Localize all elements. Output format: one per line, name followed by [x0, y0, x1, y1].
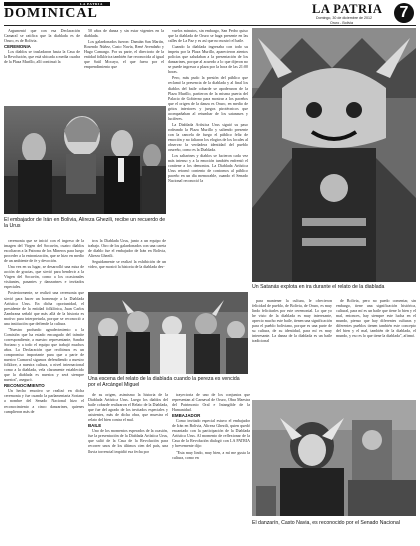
column-6 — [88, 392, 168, 542]
paragraph: tros la Diablada Urus, junto a un equipo de trabajo. Otro de los galardonados con una careta de diablo fue el embajador de Irán en Bolivia, Alireza Ghezili. — [88, 238, 166, 259]
paragraph: Como invitado especial estuvo el embajador de Irán en Bolivia, Alireza Ghezili, quien quedó encantado con la participación de la Diablada Artística Urus. Al momento de reflexionar de la Casa de la Revolución dialogó con LA PATRIA y brevemente dijo: — [172, 418, 250, 449]
column-2 — [84, 28, 164, 104]
header-rule — [4, 25, 416, 26]
section-title: DOMINICAL — [4, 6, 98, 21]
page-number-badge — [394, 3, 414, 23]
paragraph: La Diablada Artística Urus siguió su paso rodeando la Plaza Murillo y saliendo presente con la cancela de fuego el público feliz de emoción y no faltaron los elogios de los locales al observar la verdadera identidad del pueblo orureño, como es la Diablada. — [168, 121, 248, 153]
date-line: Domingo, 30 de diciembre de 2012 — [316, 16, 372, 20]
column-7 — [172, 392, 250, 542]
column-5 — [88, 238, 166, 288]
paragraph: Posteriormente, se realizó una ceremonia que sirvió para hacer un homenaje a la Diablada Artística Urus. En dicha oportunidad, el presidente de la entidad folklórica, Juan Carlos Zambrana señaló que más allá de la historia es motivo para interpretarla, porque se reconoció a una institución que defiende la cultura. — [4, 290, 84, 326]
subheading: CEREMONIA — [4, 44, 31, 50]
caption-satanas: Un Satanás explota en ira durante el relato de la diablada — [252, 284, 385, 290]
paragraph: Seguidamente se realizó la exhibición de un video, que mostró la historia de la diablada des- — [88, 259, 166, 270]
photo-ambassador — [4, 106, 166, 214]
paragraph: Pero, más pudo la presión del público que reclamó la presencia de la diablada y al final los diablos del baile cobarde se apoderaron de la Plaza Murillo, partieron de la misma puerta del Palacio de Gobierno para mostrar a los paceños que el origen de la danza es Oruro, en medio de gritos interiores y juegos pirotécnicos que acompañaban al retumbar de los satanases y luciferes. — [168, 75, 248, 121]
caption-relato: Una escena del relato de la diablada cuando la pereza es vencida por el Arcángel Miguel — [88, 376, 240, 389]
paragraph: "Esta muy lindo, muy bien, a mí me gusta la cultura, como en — [172, 449, 250, 460]
paragraph: "Nuestro profundo agradecimiento a la Comisión que ha estado encargado del trámite correspondiente, a nuestro representante, Sandra Soriano y a todo el equipo que trabajó muchos años. La Declaración que recibimos es un compromiso importante para que a parte de nuestro Carnaval sigamos defendiendo a nuestro folklore, a nuestra cultura, a nivel internacional como a la diablada, vela claramente establecido que la diablada es nuestra y será siempre nuestra", aseguró. — [4, 326, 84, 383]
paragraph: Cuando la diablada ingresaba con todo su ímpetu por la Plaza Murillo, aparecieron atentos policías que saludaban a la presentación de los danzarines, porque al acuerdo a lo que dijeron no se puede ingresar a plaza por la hora de las 21:00 horas. — [168, 44, 248, 75]
paper-logo: LA PATRIA — [312, 2, 383, 16]
masthead — [0, 0, 420, 26]
paragraph: trayectoria de uno de los conjuntos que representan al Carnaval de Oruro, Obra Maestra del Patrimonio Oral e Intangible de la Humanidad. — [172, 392, 250, 413]
photo-relato — [88, 292, 248, 374]
paragraph: Los saltarines y diablos se lucieron cada vez más intenso y a la emoción también enfrentó el contiene a los demonios. La Diablada Artística Urus retornó contento de contornos al público paceño en un día memorable, cuando el Senado Nacional reconoció la — [168, 153, 248, 184]
paragraph: Una vez en su lugar, se desarrolló una misa de acción de gracias, que sirvió para bendecir a la Virgen del Socavón, como a los ocasionales visitantes, pasantes y danzarines e invitados especiales. — [4, 264, 84, 290]
paragraph: de su origen, asimismo la historia de la Diablada Artística Urus. Luego los diablos del baile cobarde realizaron el Relato de la Diablada, que fue del agrado de los invitados especiales y asistentes, más de dicha obra, que muestra el relato del bien contra el mal. — [88, 392, 168, 423]
paragraph: Argumentó que con esa Declaración Camaral se ratifica que la diablada es de Oruro, es de Bolivia. — [4, 28, 80, 44]
paragraph: de Bolivia, pero no puedo comentar, sin embargo, tiene una significación histórica, cultural, para mí es un baile que tiene lo bien y el mal, entonces, hay siempre este lucha en el mundo, pienso que hay diferentes culturas y diferentes pueblos tienen también este concepto del bien y el mal, también de la diablada, el mundo, y eso es lo que tiene la diablada", afirmó. — [336, 298, 416, 339]
page-number: 7 — [399, 4, 409, 21]
section-logo — [4, 2, 110, 22]
subheading: RECONOCIMIENTO — [4, 383, 45, 389]
column-4 — [4, 238, 84, 542]
column-3 — [168, 28, 248, 260]
caption-casto-navia: El danzarín, Casto Navia, es reconocido por el Senado Nacional — [252, 520, 400, 526]
subheading: EMBAJADOR — [172, 413, 201, 419]
paragraph: vuelos minutos, sin embargo, San Pedro quiso que la diablada de Oruro se haga presente en las calles de La Paz y es así que no mostró el baile. — [168, 28, 248, 44]
column-8 — [252, 298, 332, 398]
column-9 — [336, 298, 416, 398]
photo-satanas — [252, 28, 416, 282]
column-1 — [4, 28, 80, 104]
paragraph: 50 años de danza y sin estar vigentes en la diablada. — [84, 28, 164, 39]
photo-casto-navia — [252, 400, 416, 516]
paragraph: Uno de los momentos esperados de la ocasión, fue la presentación de la Diablada Artística Urus, que salió de la Casa de la Revolución para recorrer unos de los últimos cien del país, una lluvia torrencial impidió esa fecha por — [88, 428, 168, 454]
location-line: Oruro - Bolivia — [330, 20, 353, 25]
subheading: BAILE — [88, 423, 102, 429]
paragraph: Un hecho emotivo se realizó en dicha ceremonia y fue cuando la parlamentaria Soriano a nombre del Senado Nacional hizo el reconocimiento a cinco danzarines, quienes cumplieron más de — [4, 388, 84, 414]
paragraph: ceremonia que se inició con el ingreso de la imagen del Virgen del Socavón, cuatro diablos escoltaron a la Patrona de los Mineros para luego proceder a la entronización, que se hizo en medio de un ambiente de fe y devoción. — [4, 238, 84, 264]
section-paper-small: LA PATRIA — [80, 1, 103, 6]
paragraph: Los galardonados fueron: Damián San Martín, Rosendo Núñez, Casto Navía, René Avendaño y Hugo Camargo. Por su parte, el directorio de la entidad folklórica también fue reconocida al igual que Saúl Mocaya, el que fuera por el emprendimiento que — [84, 39, 164, 70]
paragraph: para mantener la cultura, le ofrecieron felicidad de pueblo, de Bolivia, de Oruro, es muy lindo felicitarles por este ceremonial. Lo que yo he visto de la diablada es muy interesante, aprecio mucho este baile, tienen una significación para el pueblo boliviano, porque es una parte de su cultura, de su identidad, para mí es muy interesante. La danza de la diablada es un baile tradicional — [252, 298, 332, 344]
caption-ambassador: El embajador de Irán en Bolivia, Alireza Ghezili, recibe un recuerdo de la Urus — [4, 217, 166, 230]
paragraph: Los diablos se trasladaron hasta la Casa de la Revolución, que está ubicada a media cuadra de la Plaza Murillo, allí continuó la — [4, 49, 80, 65]
